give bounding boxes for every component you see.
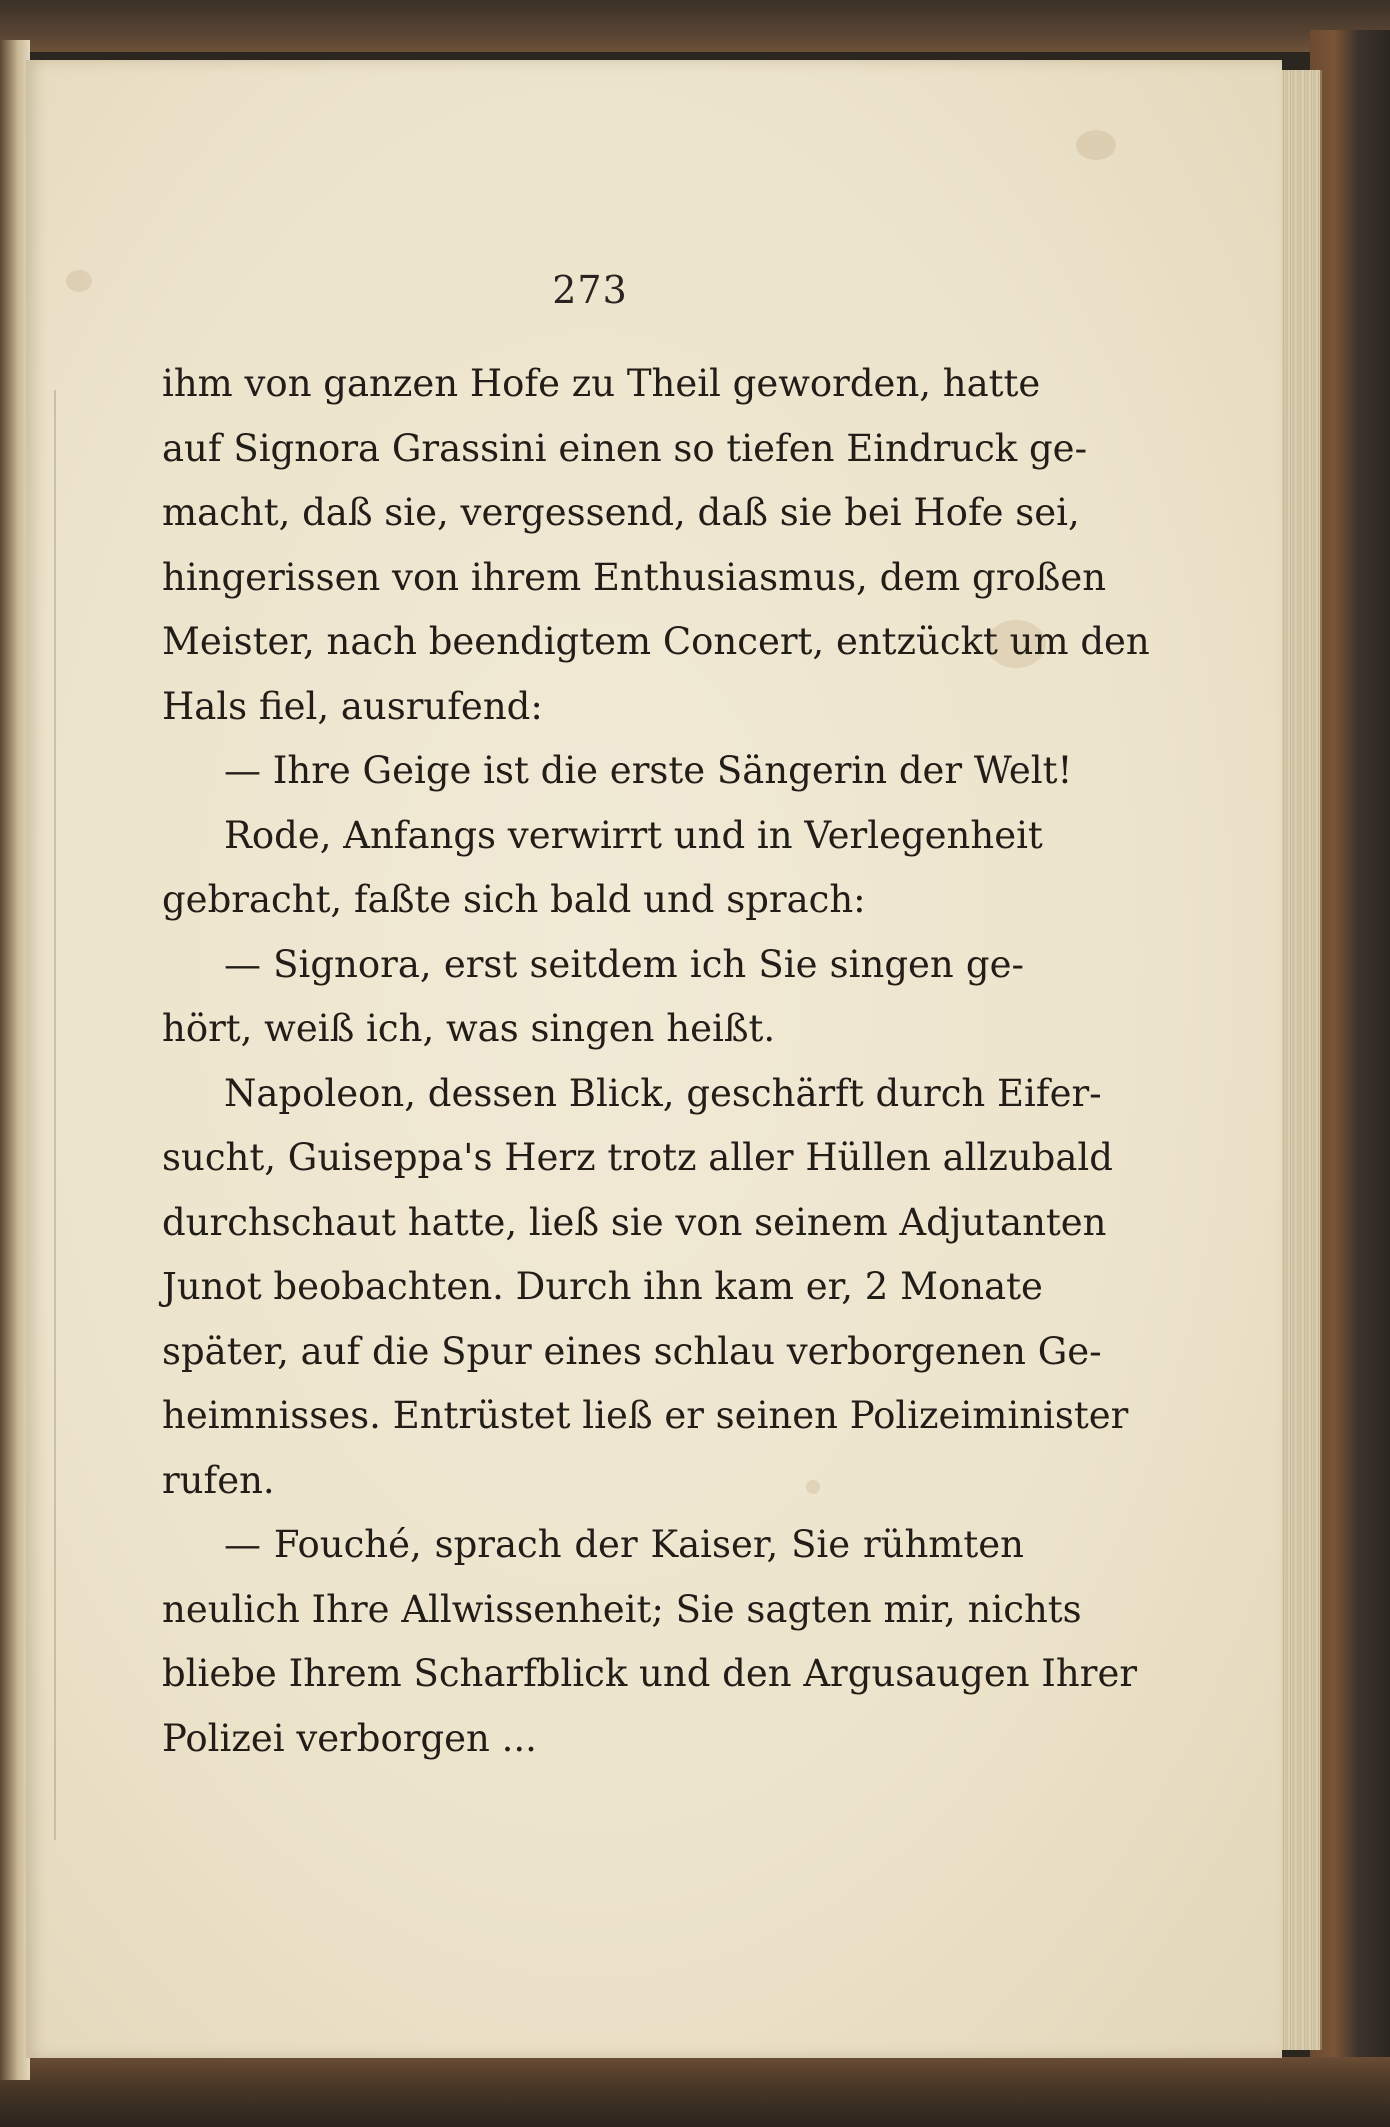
text-line: hingerissen von ihrem Enthusiasmus, dem großen (162, 555, 1107, 599)
text-line: auf Signora Grassini einen so tiefen Eindruck ge- (162, 426, 1088, 470)
text-line: durchschaut hatte, ließ sie von seinem Adjutanten (162, 1200, 1107, 1244)
text-line: Napoleon, dessen Blick, geschärft durch Eifer- (224, 1071, 1102, 1115)
text-line: neulich Ihre Allwissenheit; Sie sagten mir, nichts (162, 1587, 1082, 1631)
page-number: 273 (552, 268, 628, 312)
text-line: bliebe Ihrem Scharfblick und den Argusaugen Ihrer (162, 1652, 1138, 1695)
foxing-spot (1076, 130, 1116, 160)
text-line: sucht, Guiseppa's Herz trotz aller Hüllen allzubald (162, 1136, 1113, 1179)
book-cover-right (1310, 30, 1390, 2090)
text-line: — Signora, erst seitdem ich Sie singen ge- (224, 942, 1024, 986)
text-line: Junot beobachten. Durch ihn kam er, 2 Monate (162, 1265, 1043, 1308)
text-line: später, auf die Spur eines schlau verborgenen Ge- (162, 1329, 1102, 1373)
text-line: ihm von ganzen Hofe zu Theil geworden, hatte (162, 362, 1041, 405)
text-line: hört, weiß ich, was singen heißt. (162, 1007, 776, 1050)
foxing-spot (66, 270, 92, 292)
text-line: gebracht, faßte sich bald und sprach: (162, 878, 866, 921)
book-cover-top (0, 0, 1390, 52)
text-line: — Fouché, sprach der Kaiser, Sie rühmten (224, 1523, 1024, 1566)
text-line: Meister, nach beendigtem Concert, entzückt um den (162, 620, 1150, 663)
text-line: Rode, Anfangs verwirrt und in Verlegenheit (224, 813, 1043, 857)
text-line: rufen. (162, 1458, 275, 1502)
book-cover-bottom (0, 2057, 1390, 2127)
text-line: macht, daß sie, vergessend, daß sie bei Hofe sei, (162, 491, 1080, 534)
text-line: heimnisses. Entrüstet ließ er seinen Polizeiminister (162, 1394, 1129, 1437)
body-text (162, 352, 1150, 1771)
text-line: Polizei verborgen ... (162, 1716, 537, 1760)
gutter-line (54, 390, 56, 1840)
text-line: Hals fiel, ausrufend: (162, 684, 543, 728)
text-line: — Ihre Geige ist die erste Sängerin der Welt! (224, 749, 1073, 792)
